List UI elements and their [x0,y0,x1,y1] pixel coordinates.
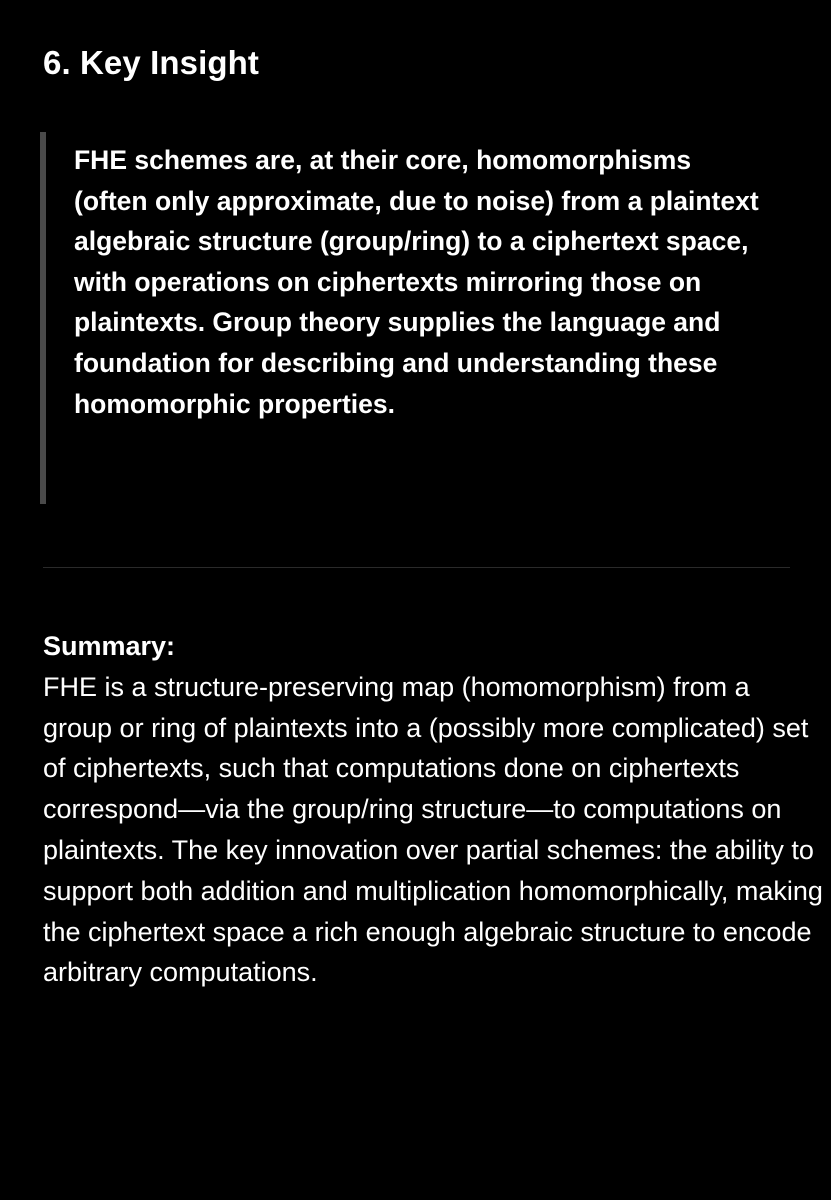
summary-paragraph [43,626,823,993]
summary-label: Summary: [43,631,176,661]
section-heading: 6. Key Insight [43,44,259,81]
key-insight-text: FHE schemes are, at their core, homomorphisms (often only approximate, due to noise) from a plaintext algebraic structure (group/ring) to a ciphertext space, with operations on ciphertexts mirroring those on plaintexts. Group theory supplies the language and foundation for describing and understanding these homomorphic properties. [74,145,759,419]
section-divider [43,567,790,568]
key-insight-blockquote [40,132,760,504]
summary-text: FHE is a structure-preserving map (homomorphism) from a group or ring of plaintexts into a (possibly more complicated) set of ciphertexts, such that computations done on ciphertexts correspond—via the group/ring structure—to computations on plaintexts. The key innovation over partial schemes: the ability to support both addition and multiplication homomorphically, making the ciphertext space a rich enough algebraic structure to encode arbitrary computations. [43,671,823,988]
